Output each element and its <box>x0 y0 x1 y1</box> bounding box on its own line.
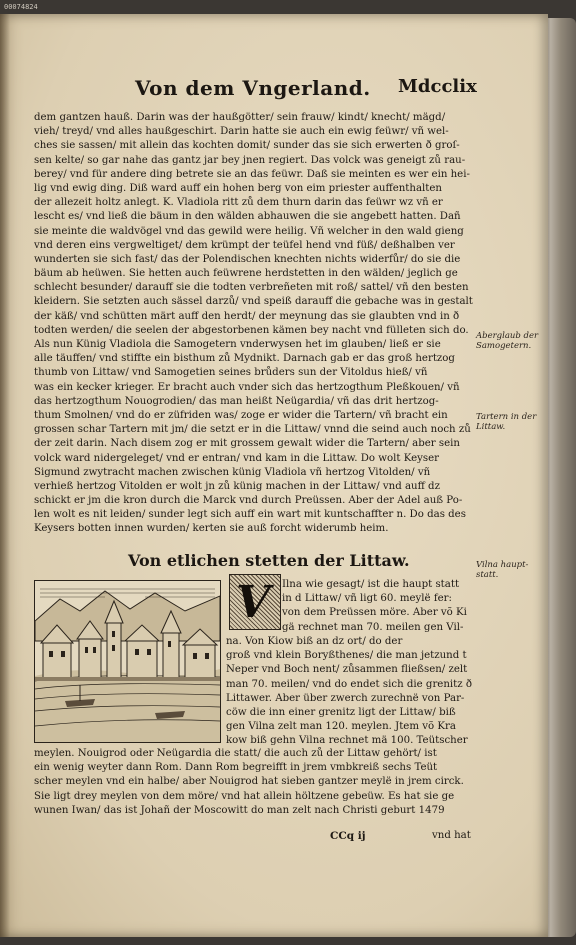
text-line: kleidern. Sie setzten auch sässel darzů/ vnd speiß darauff die gebache was in gestalt <box>34 296 473 308</box>
text-line: Sigmund zwytracht machen zwischen künig Vladiola vñ hertzog Vitolden/ vñ <box>34 466 431 478</box>
text-line: in d Littaw/ vñ ligt 60. meylë fer: <box>282 593 452 605</box>
text-line: vnd deren eins vergweltiget/ dem krümpt der teüfel hend vnd füß/ deßhalben ver <box>34 239 455 251</box>
text-line: dem gantzen hauß. Darin was der haußgötter/ sein frauw/ kindt/ knecht/ mägd/ <box>34 112 446 123</box>
text-column-beside-initial <box>282 578 478 635</box>
text-line: Als nun Künig Vladiola die Samogetern vnderwysen het im glauben/ ließ er sie <box>34 339 441 350</box>
text-line: alle täuffen/ vnd stiffte ein bisthum zů Mydnikt. Darnach gab er das groß hertzog <box>34 353 455 365</box>
section-heading: Von etlichen stetten der Littaw. <box>128 551 410 570</box>
text-line: Sie ligt drey meylen von dem möre/ vnd hat allein höltzene gebeüw. Es hat sie ge <box>34 790 455 802</box>
text-line: groß vnd klein Boryßthenes/ die man jetzund t <box>226 650 467 662</box>
town-view-woodcut-icon <box>34 580 221 743</box>
text-line: wunen Iwan/ das ist Johañ der Moscowitt do man zelt nach Christi geburt 1479 <box>34 804 445 816</box>
text-line: der allezeit holtz anlegt. K. Vladiola ritt zů dem thurn darin das feüwr wz vñ er <box>34 197 443 209</box>
text-line: das hertzogthum Nouogrodien/ das man heißt Neügardia/ vñ das drit hertzog- <box>34 395 439 407</box>
scan-id-label: 00074824 <box>4 3 38 11</box>
text-column-beside-woodcut <box>226 635 478 749</box>
text-line: gä rechnet man 70. meilen gen Vil- <box>282 621 464 633</box>
text-line: Littawer. Aber über zwerch zurechnë von Par- <box>226 692 465 704</box>
margin-note-tartern: Tartern in der Littaw. <box>476 412 537 432</box>
running-title: Von dem Vngerland. <box>135 76 371 100</box>
text-line: sie meinte die waldvögel vnd das gewild were heilig. Vñ welcher in den wald gieng <box>34 225 464 237</box>
text-line: Neper vnd Boch nent/ zůsammen fließsen/ zelt <box>226 664 468 676</box>
text-line: kow biß gehn Vilna rechnet mä 100. Teütscher <box>226 735 468 747</box>
text-line: meylen. Nouigrod oder Neügardia die statt/ die auch zů der Littaw gehört/ ist <box>34 748 437 759</box>
text-line: sen kelte/ so gar nahe das gantz jar bey jnen regiert. Das volck was geneigt zů rau- <box>34 154 466 166</box>
text-line: Ilna wie gesagt/ ist die haupt statt <box>282 579 460 590</box>
text-line: was ein kecker krieger. Er bracht auch vnder sich das hertzogthum Pleßkouen/ vñ <box>34 381 460 393</box>
text-line: berey/ vnd für andere ding betrete sie an das feüwr. Daß sie meinten es wer ein hei- <box>34 168 470 180</box>
initial-letter: V <box>236 577 271 628</box>
running-head <box>0 76 548 104</box>
text-line: lescht es/ vnd ließ die bäum in den wälden abhauwen die sie angebett hatten. Dañ <box>34 211 461 223</box>
text-line: vieh/ treyd/ vnd alles haußgeschirt. Darin hatte sie auch ein ewig feüwr/ vñ wel- <box>34 126 449 138</box>
text-line: bäum ab heüwen. Sie hetten auch feüwrene herdstetten in den wälden/ jeglich ge <box>34 268 458 280</box>
text-line: len wolt es nit leiden/ sunder legt sich auff ein wart mit kuntschaffter n. Do das des <box>34 509 466 521</box>
text-line: wunderten sie sich fast/ das der Polendischen knechten nichts widerfůr/ do sie die <box>34 253 461 265</box>
text-line: schlecht besunder/ darauff sie die todten verbreñeten mit roß/ sattel/ vñ den besten <box>34 282 469 294</box>
margin-note-vilna: Vilna haupt-statt. <box>476 560 529 580</box>
text-line: grossen schar Tartern mit jm/ die setzt er in die Littaw/ vnnd die seind auch noch zů <box>34 424 471 436</box>
text-line: thum Smolnen/ vnd do er züfriden was/ zoge er wider die Tartern/ vñ bracht ein <box>34 409 448 421</box>
text-line: ches sie sassen/ mit allein das kochten domit/ sunder das sie sich erwerten ð groſ- <box>34 140 460 152</box>
text-line: volck ward nidergeleget/ vnd er entran/ vnd kam in die Littaw. Do wolt Keyser <box>34 452 439 464</box>
text-line: Keysers botten innen wurden/ kerten sie auß forcht widerumb heim. <box>34 523 389 535</box>
main-text-block <box>34 111 474 537</box>
decorated-initial <box>229 574 281 630</box>
text-line: lig vnd ewig ding. Diß ward auff ein hohen berg von eim priester auffenthalten <box>34 182 442 194</box>
page-gutter-shadow <box>0 14 10 937</box>
text-line: scher meylen vnd ein halbe/ aber Nouigrod hat sieben gantzer meylë in jrem circk. <box>34 776 464 788</box>
text-line: man 70. meilen/ vnd do endet sich die grenitz ð <box>226 678 472 690</box>
text-block-bottom <box>34 747 478 818</box>
text-line: von dem Preüssen möre. Aber võ Ki <box>282 607 467 619</box>
signature-mark: CCq ij <box>330 830 366 842</box>
book-page <box>0 14 548 937</box>
text-line: gen Vilna zelt man 120. meylen. Jtem võ Kra <box>226 721 456 733</box>
catchword: vnd hat <box>432 830 471 841</box>
margin-note-aberglaub: Aberglaub der Samogetern. <box>476 331 539 351</box>
text-line: na. Von Kiow biß an dz ort/ do der <box>226 636 403 647</box>
text-line: verhieß hertzog Vitolden er wolt jn zů künig machen in der Littaw/ vnd auff dz <box>34 480 440 492</box>
text-line: schickt er jm die kron durch die Marck vnd durch Preüssen. Aber der Adel auß Po- <box>34 495 463 507</box>
folio-number: Mdcclix <box>398 76 477 97</box>
text-line: der zeit darin. Nach disem zog er mit grossem gewalt wider die Tartern/ aber sein <box>34 438 460 450</box>
text-line: ein wenig weyter dann Rom. Dann Rom begreifft in jrem vmbkreiß sechs Teüt <box>34 762 438 774</box>
text-line: thumb von Littaw/ vnd Samogetien seines brůders sun der Vitoldus hieß/ vñ <box>34 367 428 379</box>
text-line: cöw die inn einer grenitz ligt der Littaw/ biß <box>226 706 456 718</box>
text-line: todten werden/ die seelen der abgestorbenen kämen bey nacht vnd fülleten sich do. <box>34 324 469 336</box>
text-line: der käß/ vnd schütten märt auff den herdt/ der meynung das sie glaubten vnd in ð <box>34 310 460 322</box>
